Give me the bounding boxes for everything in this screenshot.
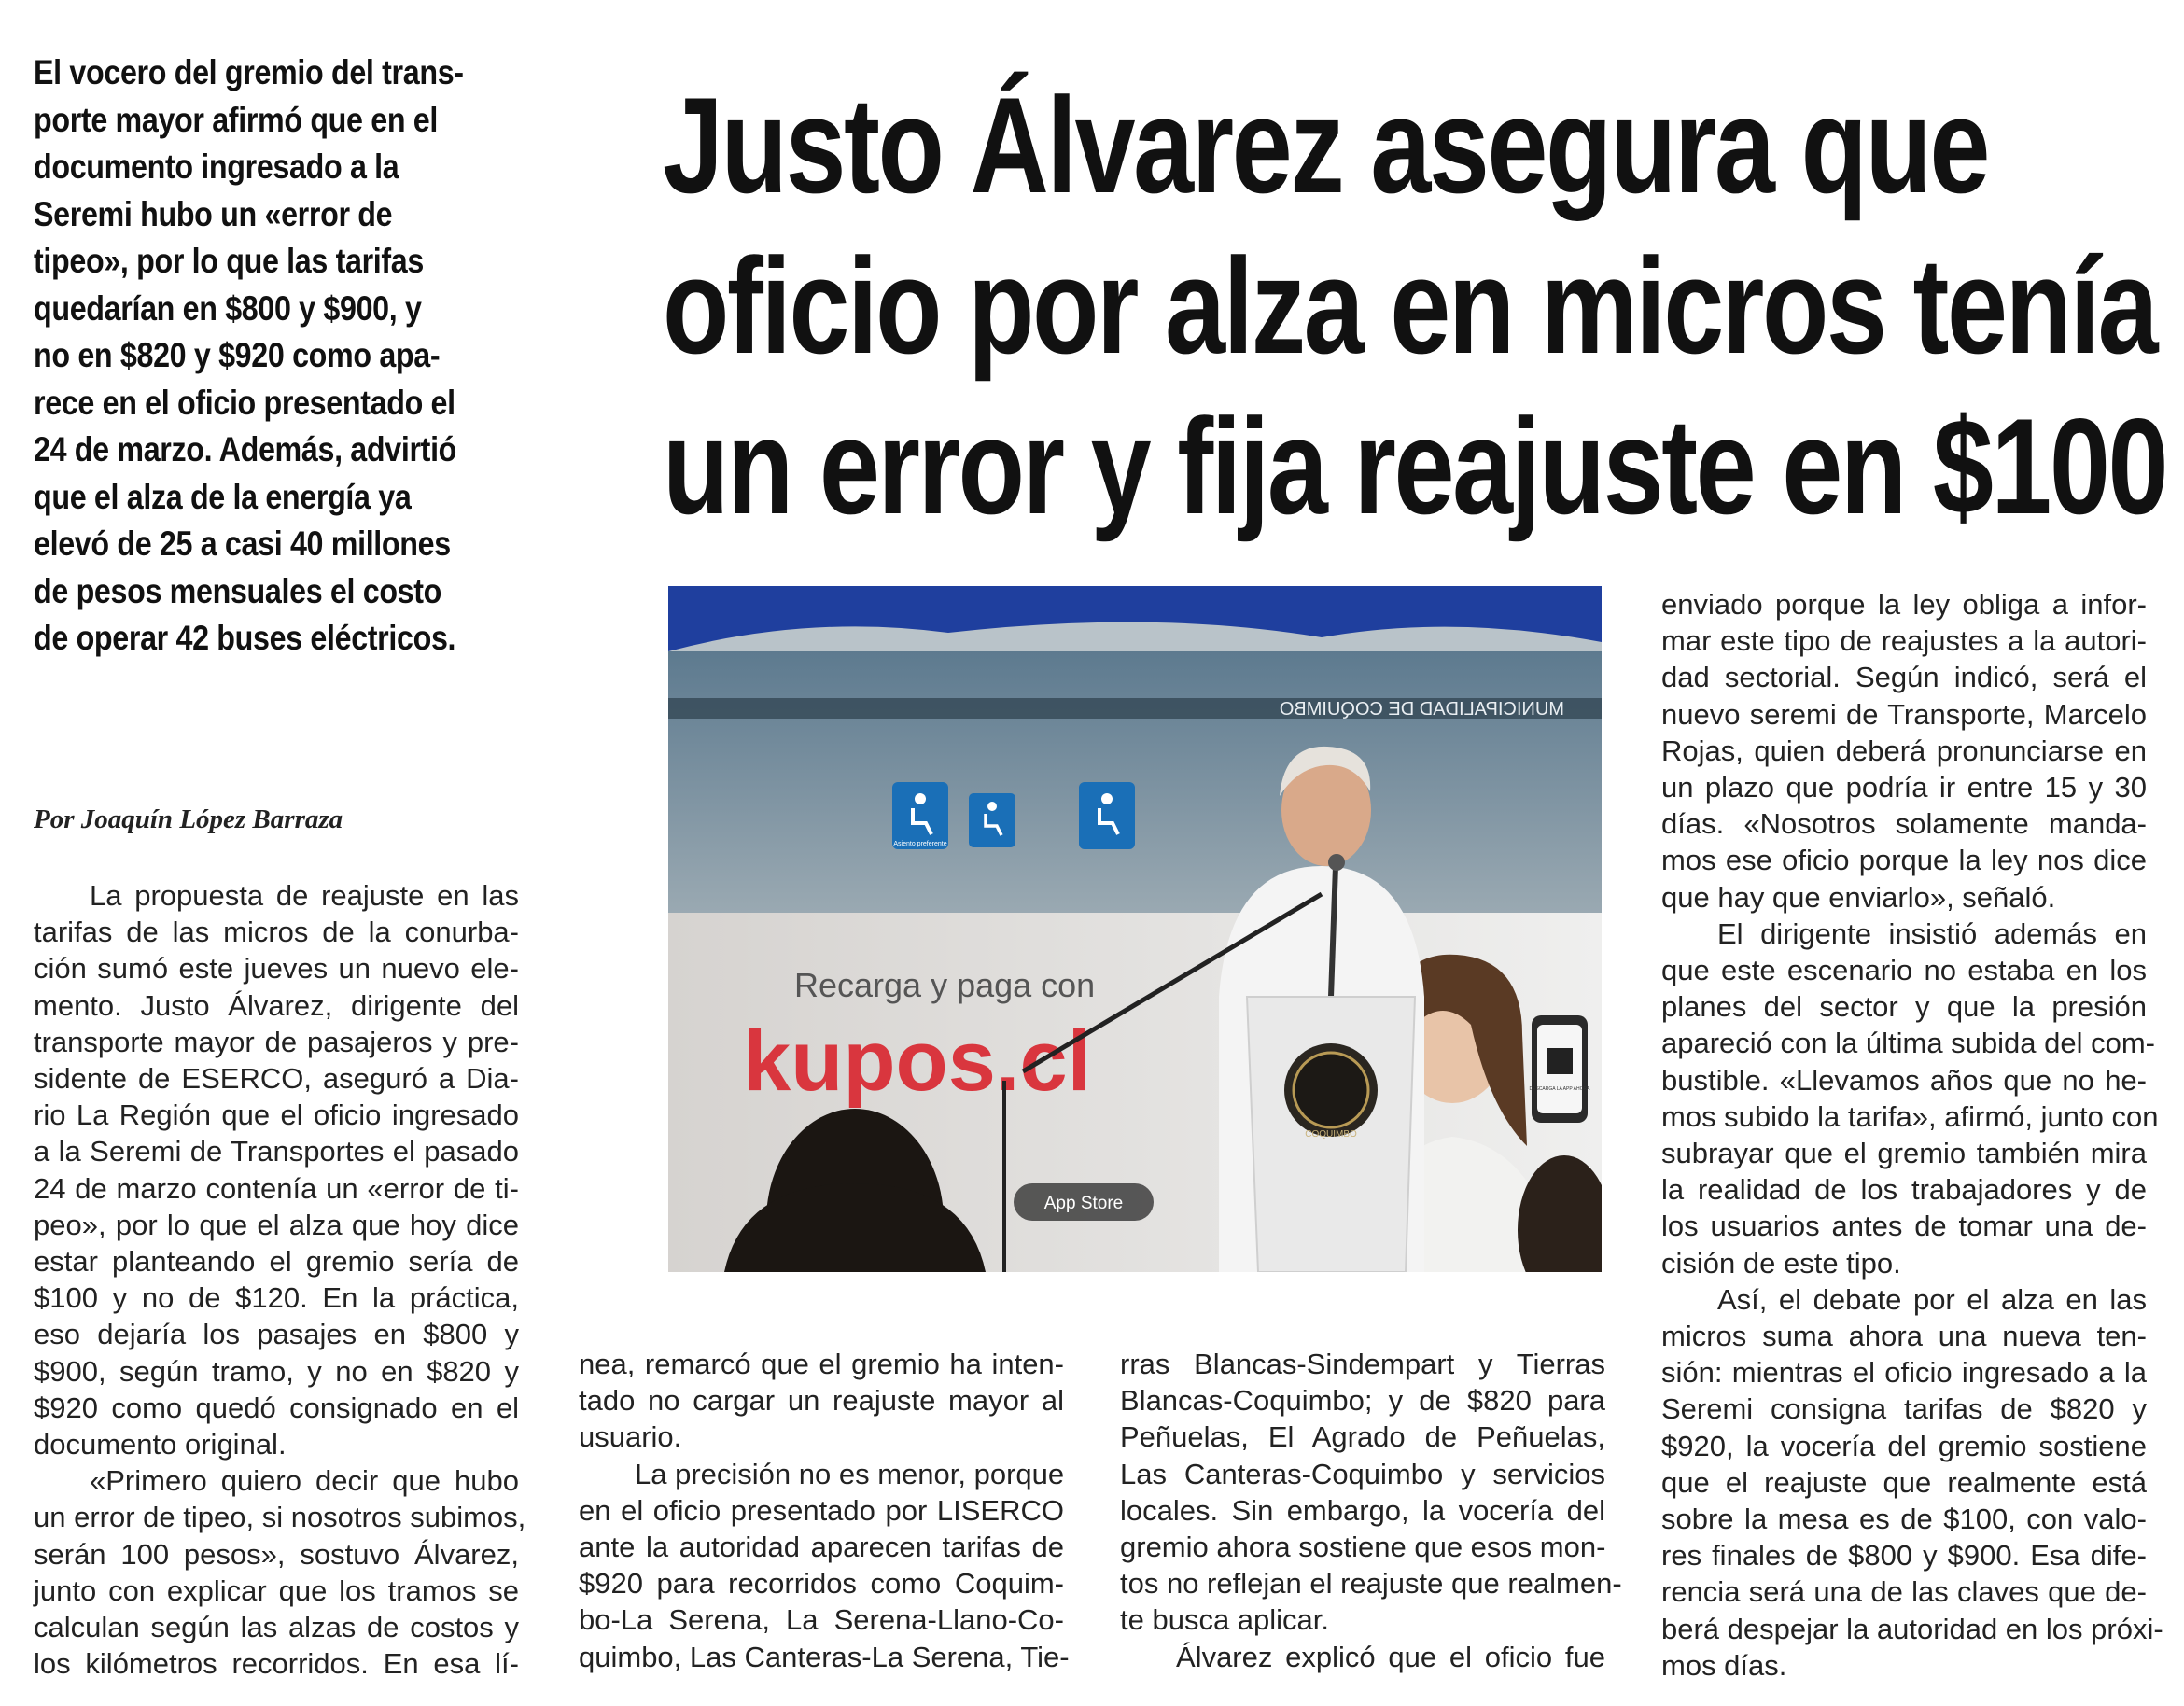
body-line: usuario. (579, 1420, 682, 1454)
body-line: micros suma ahora una nueva ten- (1661, 1320, 2147, 1353)
body-line: subrayar que el gremio también mira (1661, 1137, 2147, 1170)
body-line: mos subido la tarifa», afirmó, junto con (1661, 1099, 2159, 1133)
body-line: planes del sector y que la presión (1661, 990, 2147, 1024)
body-line: bo-La Serena, La Serena-Llano-Co- (579, 1603, 1064, 1637)
body-line: Álvarez explicó que el oficio fue (1176, 1640, 1605, 1673)
body-line: nea, remarcó que el gremio ha inten- (579, 1348, 1064, 1380)
body-line: cisión de este tipo. (1661, 1246, 1901, 1280)
body-line: estar planteando el gremio sería de (34, 1245, 519, 1279)
body-line: mar este tipo de reajustes a la autori- (1661, 624, 2147, 658)
body-line: Rojas, quien deberá pronunciarse en (1661, 734, 2147, 767)
body-line: los kilómetros recorridos. En esa lí- (34, 1647, 519, 1681)
body-line: te busca aplicar. (1120, 1603, 1330, 1637)
body-line: junto con explicar que los tramos se (34, 1573, 519, 1607)
body-line: un plazo que podría ir entre 15 y 30 (1661, 771, 2147, 804)
body-line: rencia será una de las claves que de- (1661, 1575, 2147, 1609)
article-deck (34, 49, 519, 662)
body-line: ción sumó este jueves un nuevo ele- (34, 952, 519, 986)
ad-slogan: Recarga y paga con (794, 966, 1096, 1004)
body-line: apareció con la última subida del com- (1661, 1027, 2155, 1060)
wheelchair-icon (1079, 782, 1135, 849)
body-line: nuevo seremi de Transporte, Marcelo (1661, 697, 2147, 731)
app-store-badge: App Store (1043, 1194, 1124, 1213)
body-line: peo», por lo que el alza que hoy dice (34, 1208, 519, 1241)
deck-line: elevó de 25 a casi 40 millones (34, 524, 451, 563)
body-line: bustible. «Llevamos años que no he- (1661, 1063, 2147, 1097)
bus-text: MUNICIPALIDAD DE COQUIMBO (1279, 699, 1564, 720)
body-line: locales. Sin embargo, la vocería del (1120, 1493, 1605, 1527)
body-line: Las Canteras-Coquimbo y servicios (1120, 1457, 1605, 1490)
body-line: días. «Nosotros solamente manda- (1661, 807, 2147, 841)
body-line: mos ese oficio porque la ley nos dice (1661, 844, 2147, 877)
body-line: transporte mayor de pasajeros y pre- (34, 1025, 519, 1058)
body-line: tos no reflejan el reajuste que realmen- (1120, 1567, 1622, 1601)
body-line: un error de tipeo, si nosotros subimos, (34, 1501, 526, 1534)
body-line: sión: mientras el oficio ingresado a la (1661, 1356, 2147, 1390)
deck-line: de operar 42 buses eléctricos. (34, 618, 456, 657)
body-line: Así, el debate por el alza en las (1717, 1282, 2147, 1316)
deck-line: no en $820 y $920 como apa- (34, 335, 441, 374)
byline: Por Joaquín López Barraza (34, 804, 343, 834)
body-line: Blancas-Coquimbo; y de $820 para (1120, 1384, 1605, 1418)
body-line: ante la autoridad aparecen tarifas de (579, 1531, 1064, 1564)
body-line: rras Blancas-Sindempart y Tierras (1120, 1348, 1605, 1380)
photo-illustration (668, 586, 1602, 1272)
body-line: Peñuelas, El Agrado de Peñuelas, (1120, 1420, 1605, 1454)
body-line: $920 como quedó consignado en el (34, 1391, 519, 1424)
body-line: eso dejaría los pasajes en $800 y (34, 1318, 519, 1351)
deck-line: quedarían en $800 y $900, y (34, 287, 422, 328)
body-line: que el reajuste que realmente está (1661, 1465, 2147, 1499)
body-line: calculan según las alzas de costos y (34, 1611, 519, 1644)
body-line: $920, la vocería del gremio sostiene (1661, 1429, 2147, 1462)
deck-line: tipeo», por lo que las tarifas (34, 241, 424, 280)
body-line: Seremi consigna tarifas de $820 y (1661, 1392, 2147, 1426)
body-line: que hay que enviarlo», señaló. (1661, 880, 2056, 914)
body-line: La precisión no es menor, porque (635, 1457, 1065, 1490)
body-line: «Primero quiero decir que hubo (90, 1464, 519, 1498)
body-line: quimbo, Las Canteras-La Serena, Tie- (579, 1640, 1070, 1673)
body-line: $900, según tramo, y no en $820 y (34, 1354, 519, 1388)
body-line: a la Seremi de Transportes el pasado (34, 1135, 519, 1168)
body-line: berá despejar la autoridad en los próxi- (1661, 1612, 2163, 1645)
deck-line: El vocero del gremio del trans- (34, 52, 464, 91)
wheelchair-icon (892, 782, 948, 849)
deck-line: documento ingresado a la (34, 147, 399, 186)
body-line: mos días. (1661, 1648, 1787, 1682)
body-line: sidente de ESERCO, aseguró a Dia- (34, 1062, 519, 1096)
body-line: $920 para recorridos como Coquim- (579, 1567, 1064, 1601)
body-line: los usuarios antes de tomar una de- (1661, 1210, 2147, 1243)
deck-line: rece en el oficio presentado el (34, 382, 455, 422)
deck-line: Seremi hubo un «error de (34, 193, 393, 233)
article-headline (663, 65, 2167, 547)
body-line: serán 100 pesos», sostuvo Álvarez, (34, 1537, 519, 1571)
body-line: 24 de marzo contenía un «error de ti- (34, 1171, 519, 1205)
body-line: gremio ahora sostiene que esos mon- (1120, 1531, 1606, 1564)
body-line: El dirigente insistió además en (1717, 916, 2147, 950)
body-column-4 (1661, 586, 2163, 1684)
body-line: documento original. (34, 1428, 287, 1461)
body-line: res finales de $800 y $900. Esa dife- (1661, 1539, 2147, 1573)
wheelchair-icon (969, 793, 1015, 847)
body-line: rio La Región que el oficio ingresado (34, 1098, 519, 1132)
deck-line: porte mayor afirmó que en el (34, 99, 439, 139)
wheelchair-caption: Asiento preferente (893, 841, 947, 847)
deck-line: que el alza de la energía ya (34, 476, 412, 516)
body-line: La propuesta de reajuste en las (90, 879, 519, 912)
deck-line: de pesos mensuales el costo (34, 570, 442, 610)
headline-line: Justo Álvarez asegura que (663, 69, 1989, 221)
body-line: tado no cargar un reajuste mayor al (579, 1384, 1064, 1418)
deck-line: 24 de marzo. Además, advirtió (34, 429, 457, 468)
qr-caption: DESCARGA LA APP AHORA (1529, 1086, 1590, 1092)
body-line: en el oficio presentado por LISERCO (579, 1493, 1064, 1527)
body-line: tarifas de las micros de la conurba- (34, 916, 519, 949)
body-line: dad sectorial. Según indicó, será el (1661, 661, 2147, 694)
body-line: sobre la mesa es de $100, con valo- (1661, 1503, 2147, 1536)
body-line: la realidad de los trabajadores y de (1661, 1173, 2147, 1207)
body-column-2 (579, 1346, 1070, 1675)
body-line: enviado porque la ley obliga a infor- (1661, 588, 2147, 621)
body-line: que este escenario no estaba en los (1661, 954, 2147, 987)
headline-line: oficio por alza en micros tenía (663, 230, 2157, 382)
body-column-3 (1120, 1346, 1622, 1675)
ad-brand: kupos.cl (743, 1014, 1092, 1109)
headline-line: un error y fija reajuste en $100 (663, 390, 2167, 542)
body-column-1 (34, 877, 526, 1682)
article-photo (668, 586, 1602, 1272)
seal-caption: COQUIMBO (1305, 1129, 1357, 1140)
body-line: $100 y no de $120. En la práctica, (34, 1281, 519, 1315)
bus-windows (668, 651, 1602, 913)
body-line: mento. Justo Álvarez, dirigente del (34, 988, 519, 1022)
